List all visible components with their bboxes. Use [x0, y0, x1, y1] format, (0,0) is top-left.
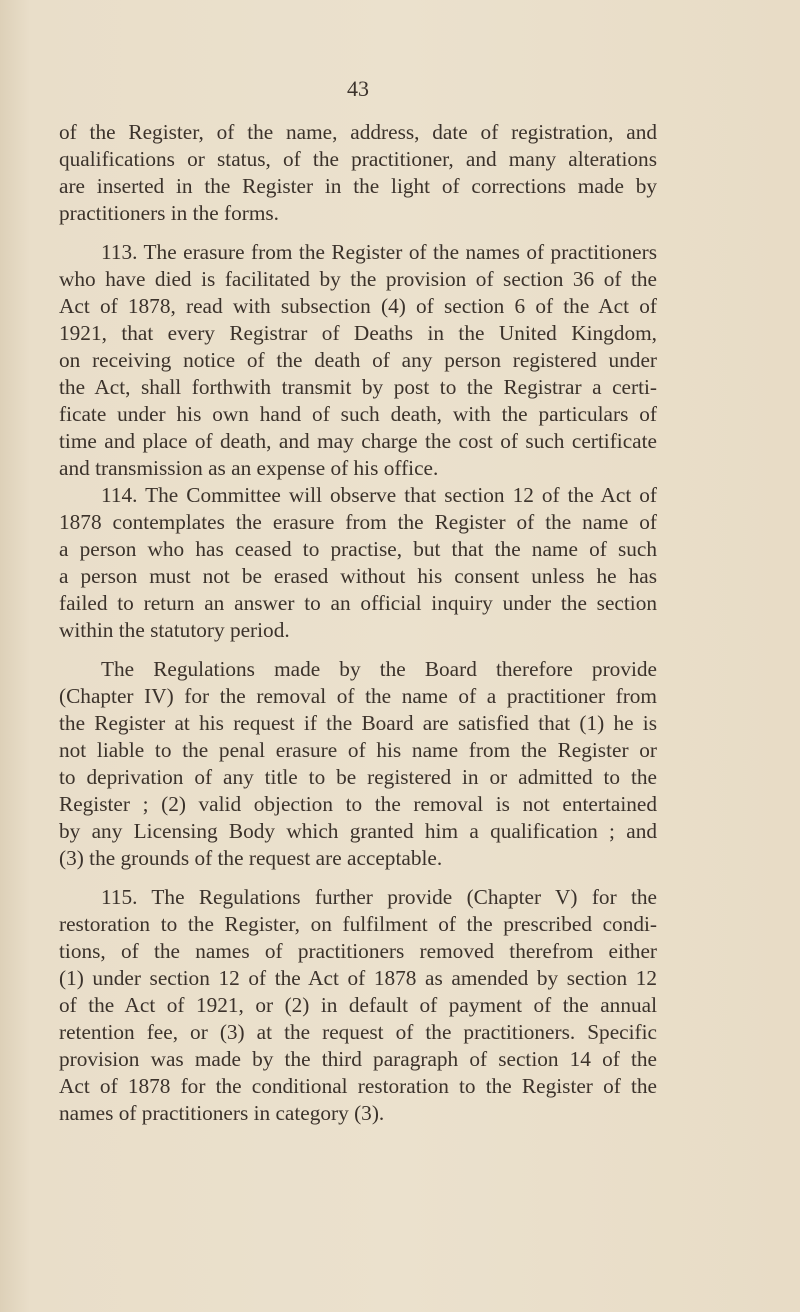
text-line: The Regulations made by the Board therefore provide: [101, 657, 657, 681]
text-line: by any Licensing Body which granted him a qualification ; and: [59, 819, 657, 843]
text-line: ficate under his own hand of such death, with the particulars of: [59, 402, 657, 426]
paragraph: [59, 482, 657, 644]
text-line: time and place of death, and may charge the cost of such certificate: [59, 429, 657, 453]
text-line: 1921, that every Registrar of Deaths in the United Kingdom,: [59, 321, 657, 345]
paragraph: [59, 239, 657, 482]
text-line: qualifications or status, of the practitioner, and many alterations: [59, 147, 657, 171]
text-line: who have died is facilitated by the provision of section 36 of the: [59, 267, 657, 291]
text-line: not liable to the penal erasure of his name from the Register or: [59, 738, 657, 762]
text-line: of the Act of 1921, or (2) in default of payment of the annual: [59, 993, 657, 1017]
text-line: retention fee, or (3) at the request of the practitioners. Specific: [59, 1020, 657, 1044]
text-line: to deprivation of any title to be registered in or admitted to the: [59, 765, 657, 789]
paragraph: [59, 119, 657, 227]
text-line: Act of 1878, read with subsection (4) of section 6 of the Act of: [59, 294, 657, 318]
text-line: practitioners in the forms.: [59, 201, 280, 225]
page-number: 43: [347, 76, 369, 101]
paragraph: [59, 656, 657, 872]
text-line: a person must not be erased without his consent unless he has: [59, 564, 657, 588]
text-line: within the statutory period.: [59, 618, 290, 642]
text-line: provision was made by the third paragraph of section 14 of the: [59, 1047, 657, 1071]
text-line: 1878 contemplates the erasure from the Register of the name of: [59, 510, 657, 534]
text-line: tions, of the names of practitioners removed therefrom either: [59, 939, 657, 963]
text-line: (1) under section 12 of the Act of 1878 as amended by section 12: [59, 966, 657, 990]
body-text: [59, 119, 657, 1127]
text-line: 115. The Regulations further provide (Chapter V) for the: [101, 885, 657, 909]
text-line: failed to return an answer to an official inquiry under the section: [59, 591, 657, 615]
text-line: (Chapter IV) for the removal of the name of a practitioner from: [59, 684, 657, 708]
text-line: the Act, shall forthwith transmit by post to the Registrar a certi-: [59, 375, 657, 399]
text-line: and transmission as an expense of his office.: [59, 456, 439, 480]
text-line: names of practitioners in category (3).: [59, 1101, 385, 1125]
text-line: Register ; (2) valid objection to the removal is not entertained: [59, 792, 657, 816]
paragraph: [59, 884, 657, 1127]
text-line: a person who has ceased to practise, but that the name of such: [59, 537, 657, 561]
text-line: restoration to the Register, on fulfilment of the prescribed condi-: [59, 912, 657, 936]
text-line: 114. The Committee will observe that section 12 of the Act of: [101, 483, 657, 507]
text-line: of the Register, of the name, address, date of registration, and: [59, 120, 657, 144]
text-line: (3) the grounds of the request are acceptable.: [59, 846, 443, 870]
text-line: the Register at his request if the Board are satisfied that (1) he is: [59, 711, 657, 735]
text-line: are inserted in the Register in the light of corrections made by: [59, 174, 657, 198]
text-line: on receiving notice of the death of any person registered under: [59, 348, 657, 372]
text-line: Act of 1878 for the conditional restoration to the Register of the: [59, 1074, 657, 1098]
text-line: 113. The erasure from the Register of the names of practitioners: [101, 240, 657, 264]
